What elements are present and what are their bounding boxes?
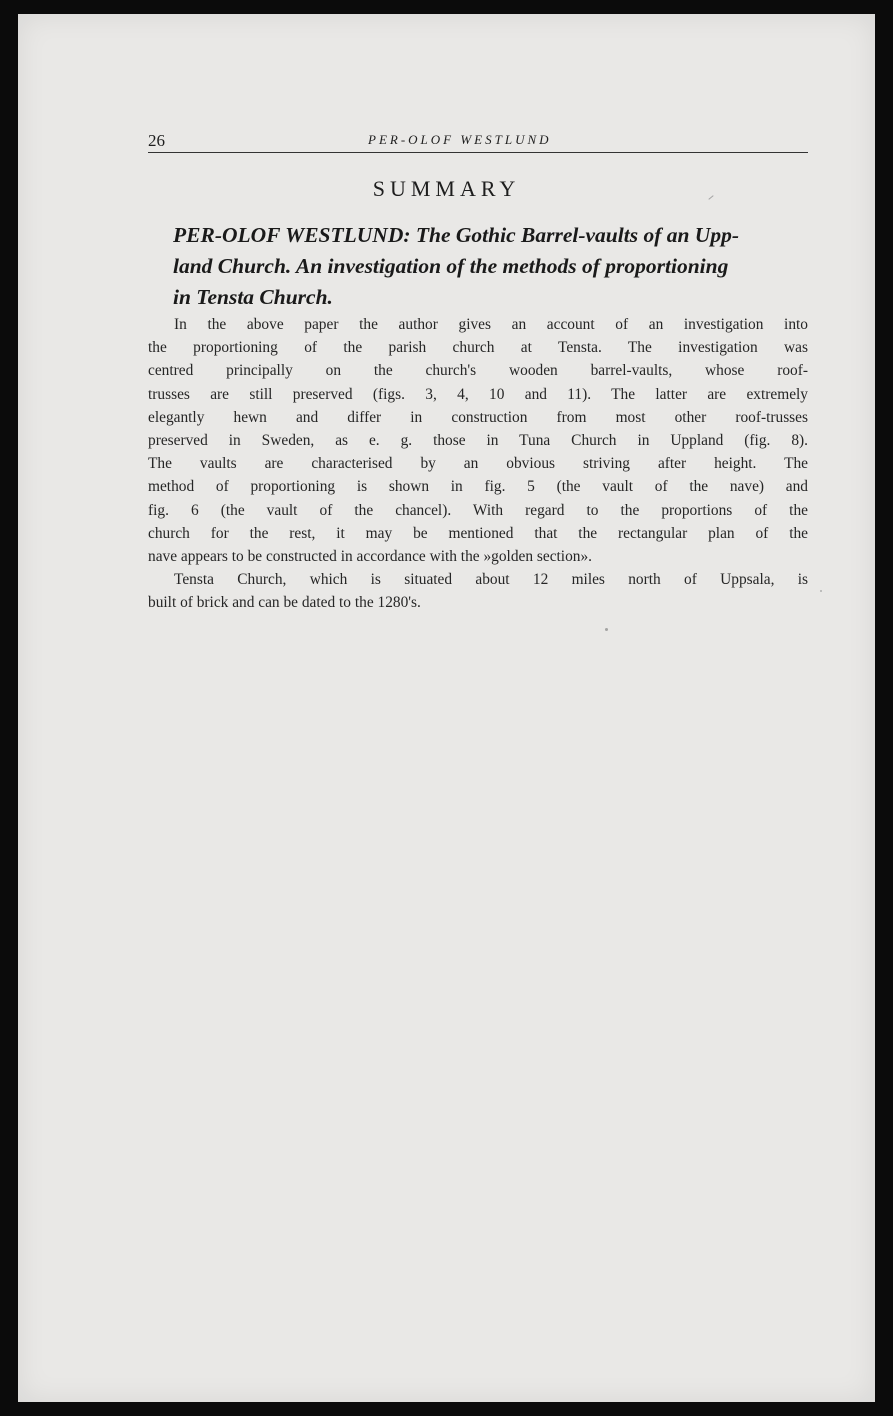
scan-speck bbox=[820, 590, 822, 592]
paragraph-line: fig. 6 (the vault of the chancel). With regard to the proportions of the bbox=[148, 501, 808, 519]
paragraph-line: preserved in Sweden, as e. g. those in Tuna Church in Uppland (fig. 8). bbox=[148, 432, 808, 450]
paragraph-line: the proportioning of the parish church at Tensta. The investigation was bbox=[148, 339, 808, 357]
scan-speck bbox=[605, 628, 608, 631]
paragraph-line: elegantly hewn and differ in construction from most other roof-trusses bbox=[148, 408, 808, 426]
paragraph-line: In the above paper the author gives an account of an investigation into bbox=[174, 316, 808, 333]
paragraph-line: nave appears to be constructed in accordance with the »golden section». bbox=[148, 548, 593, 566]
paragraph-line: trusses are still preserved (figs. 3, 4, 10 and 11). The latter are extremely bbox=[148, 385, 808, 403]
running-head: PER-OLOF WESTLUND bbox=[368, 132, 552, 147]
paragraph-line: church for the rest, it may be mentioned that the rectangular plan of the bbox=[148, 524, 808, 542]
article-title-line: PER-OLOF WESTLUND: The Gothic Barrel-vaults of an Upp- bbox=[173, 223, 739, 247]
section-title: SUMMARY bbox=[372, 176, 521, 201]
summary-body bbox=[148, 313, 808, 615]
paragraph-line: centred principally on the church's wooden barrel-vaults, whose roof- bbox=[148, 362, 808, 380]
article-title bbox=[174, 220, 814, 313]
page-header bbox=[148, 119, 808, 153]
page-number: 26 bbox=[148, 131, 165, 150]
paragraph-line: method of proportioning is shown in fig. 5 (the vault of the nave) and bbox=[148, 478, 808, 496]
paragraph-line: built of brick and can be dated to the 1280's. bbox=[148, 594, 421, 612]
paragraph-line: Tensta Church, which is situated about 12 miles north of Uppsala, is bbox=[174, 571, 808, 589]
paragraph-line: The vaults are characterised by an obvious striving after height. The bbox=[148, 455, 808, 473]
article-title-line: land Church. An investigation of the methods of proportioning bbox=[173, 254, 729, 278]
article-title-line: in Tensta Church. bbox=[173, 285, 333, 309]
